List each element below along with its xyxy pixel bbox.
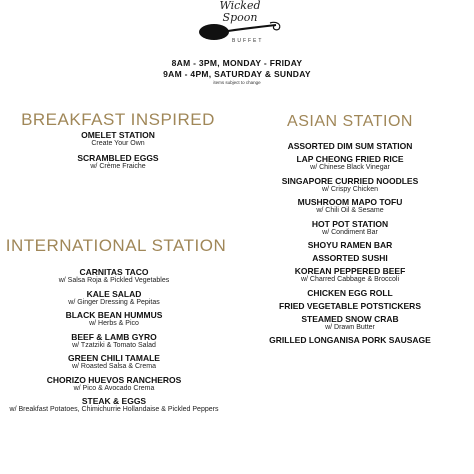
menu-item xyxy=(8,289,220,308)
menu-item xyxy=(236,314,464,333)
menu-item-name: KOREAN PEPPERED BEEF xyxy=(294,266,406,276)
logo-line-2: Spoon xyxy=(222,11,258,24)
menu-item-desc: w/ Herbs & Pico xyxy=(89,320,139,327)
section-title-asian: ASIAN STATION xyxy=(287,113,413,130)
menu-item-name: FRIED VEGETABLE POTSTICKERS xyxy=(279,300,421,311)
menu-item xyxy=(8,375,220,394)
menu-item-name: ASSORTED SUSHI xyxy=(312,253,388,263)
menu-item xyxy=(236,219,464,238)
menu-item-name: BEEF & LAMB GYRO xyxy=(71,331,157,342)
menu-item xyxy=(236,253,464,263)
menu-item-desc: w/ Crispy Chicken xyxy=(321,185,378,193)
menu-item-desc: w/ Tzatziki & Tomato Salad xyxy=(72,341,156,349)
menu-item-name: STEAK & EGGS xyxy=(81,396,147,406)
spoon-icon xyxy=(180,8,300,52)
menu-item-desc: w/ Crème Fraiche xyxy=(90,162,146,170)
menu-item-name: BLACK BEAN HUMMUS xyxy=(65,310,163,320)
menu-item-desc: w/ Charred Cabbage & Broccoli xyxy=(300,276,400,283)
menu-item-name: MUSHROOM MAPO TOFU xyxy=(297,197,403,207)
menu-item-name: OMELET STATION xyxy=(81,130,155,140)
section-title-breakfast: BREAKFAST INSPIRED xyxy=(21,110,215,129)
menu-item xyxy=(8,396,220,415)
menu-item-desc: w/ Chinese Black Vinegar xyxy=(310,164,390,171)
menu-item xyxy=(236,240,464,250)
logo-line-1: Wicked xyxy=(219,0,261,12)
menu-item-name: SHOYU RAMEN BAR xyxy=(307,240,393,250)
menu-item-desc: Create Your Own xyxy=(91,140,145,147)
menu-item xyxy=(236,176,464,195)
wicked-spoon-logo xyxy=(180,0,300,60)
menu-item-desc: w/ Ginger Dressing & Pepitas xyxy=(68,298,160,306)
menu-item-desc: w/ Condiment Bar xyxy=(322,228,378,236)
menu-item-name: SCRAMBLED EGGS xyxy=(77,152,159,163)
menu-item-name: CARNITAS TACO xyxy=(79,267,149,277)
menu-item-desc: w/ Roasted Salsa & Crema xyxy=(71,363,157,370)
menu-item-name: KALE SALAD xyxy=(86,288,142,299)
hours-block xyxy=(0,58,474,86)
menu-item-desc: w/ Drawn Butter xyxy=(325,323,375,331)
menu-item-name: LAP CHEONG FRIED RICE xyxy=(296,154,404,164)
menu-item-name: CHICKEN EGG ROLL xyxy=(307,287,393,298)
menu-item xyxy=(8,332,220,351)
menu-item xyxy=(12,130,224,149)
menu-item xyxy=(236,288,464,298)
menu-item-desc: w/ Breakfast Potatoes, Chimichurrie Hollandaise & Pickled Peppers xyxy=(9,406,219,413)
menu-item xyxy=(8,267,220,286)
menu-item-desc: w/ Chili Oil & Sesame xyxy=(316,207,384,214)
menu-item xyxy=(236,154,464,173)
international-menu xyxy=(8,267,220,418)
menu-item-name: STEAMED SNOW CRAB xyxy=(301,313,399,324)
menu-item xyxy=(8,353,220,372)
menu-item-desc: w/ Pico & Avocado Crema xyxy=(73,384,155,392)
breakfast-menu xyxy=(12,130,224,175)
menu-item xyxy=(236,301,464,311)
section-title-international: INTERNATIONAL STATION xyxy=(5,236,227,255)
menu-item-name: ASSORTED DIM SUM STATION xyxy=(287,141,413,151)
menu-item-name: CHORIZO HUEVOS RANCHEROS xyxy=(46,374,182,385)
menu-item xyxy=(236,141,464,151)
menu-item-name: GRILLED LONGANISA PORK SAUSAGE xyxy=(269,335,431,345)
menu-item xyxy=(236,197,464,216)
logo-buffet-label: BUFFET xyxy=(232,38,264,44)
menu-item xyxy=(236,335,464,345)
asian-menu xyxy=(236,141,464,348)
menu-item-name: GREEN CHILI TAMALE xyxy=(68,353,160,363)
menu-item-desc: w/ Salsa Roja & Pickled Vegetables xyxy=(58,277,170,284)
menu-item xyxy=(12,153,224,172)
menu-item xyxy=(236,266,464,285)
menu-item xyxy=(8,310,220,329)
hours-weekday: 8AM - 3PM, MONDAY - FRIDAY xyxy=(171,58,303,68)
menu-item-name: SINGAPORE CURRIED NOODLES xyxy=(281,175,419,186)
menu-item-name: HOT POT STATION xyxy=(311,218,389,229)
hours-weekend: 9AM - 4PM, SATURDAY & SUNDAY xyxy=(163,69,311,79)
hours-note: items subject to change xyxy=(213,80,261,85)
